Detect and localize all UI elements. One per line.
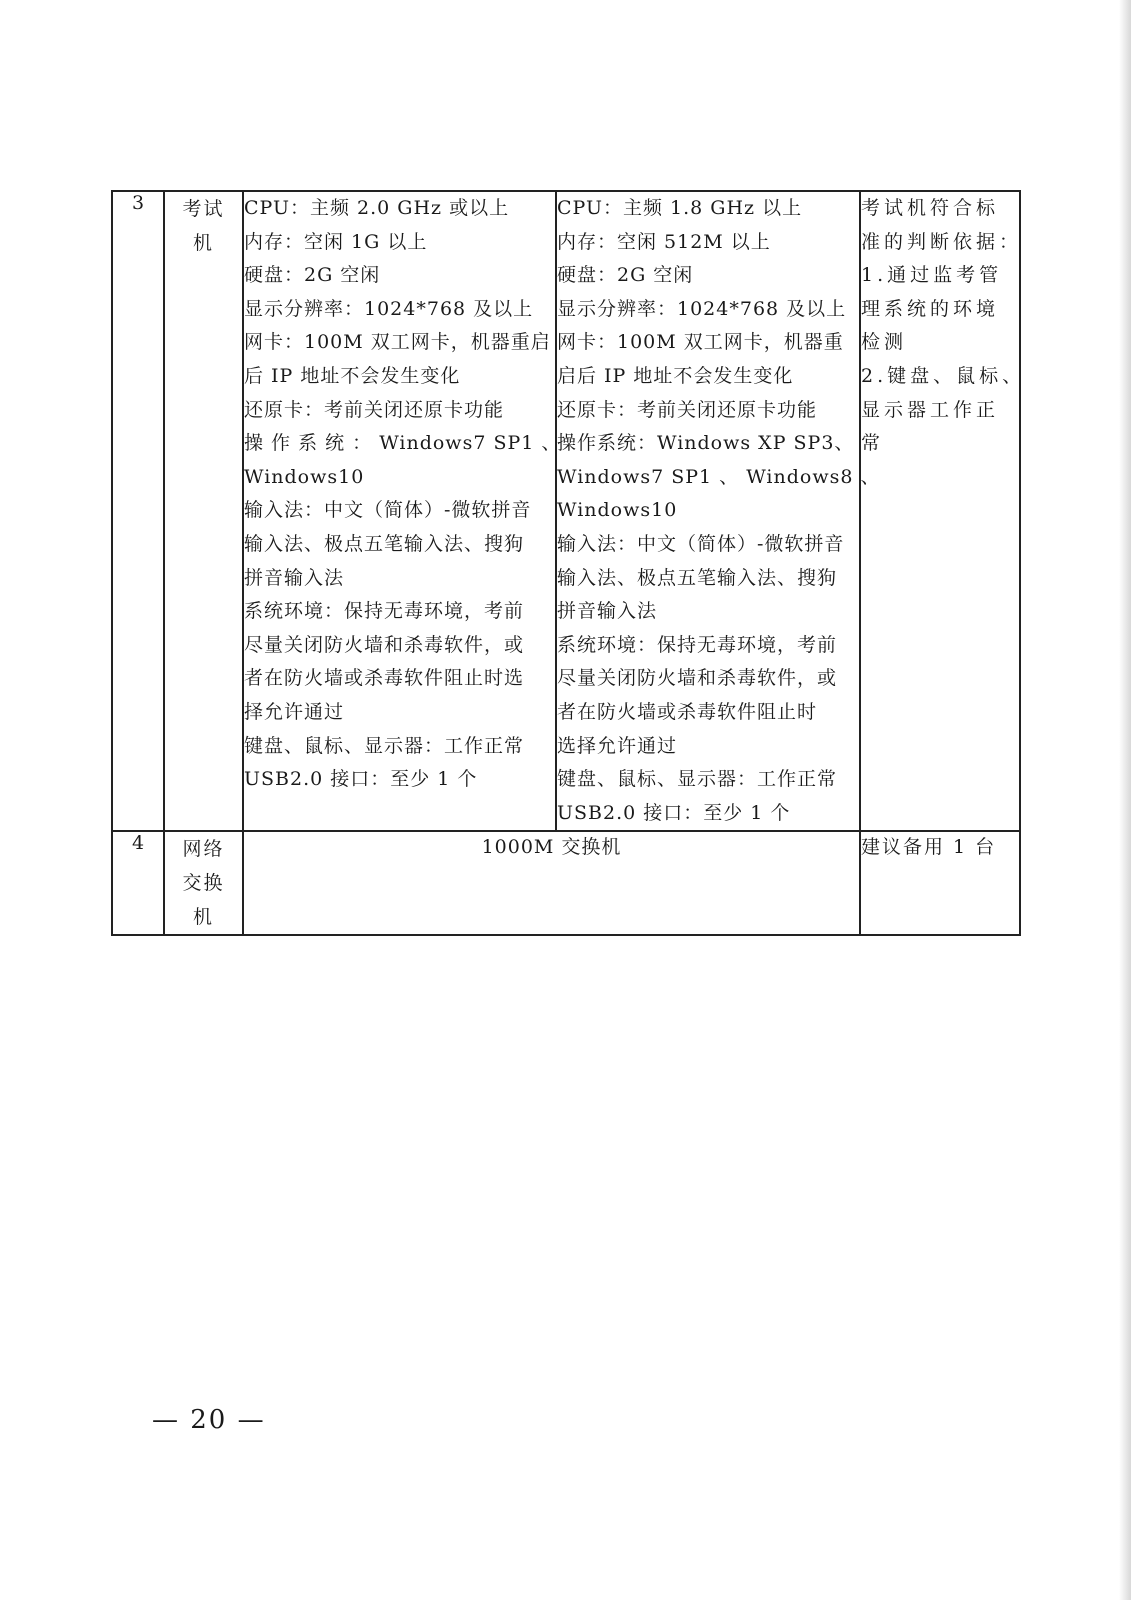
spec-line: 键盘、鼠标、显示器：工作正常 xyxy=(244,734,525,757)
hardware-requirements-table xyxy=(111,190,1026,936)
spec-line: 者在防火墙或杀毒软件阻止时 xyxy=(557,700,818,723)
device-name-line: 交换 xyxy=(182,872,225,895)
table-row-exam-machine xyxy=(112,191,1020,831)
device-name-line: 网络 xyxy=(182,838,225,861)
spec-line: 键盘、鼠标、显示器：工作正常 xyxy=(557,768,838,791)
spec-line: CPU：主频 1.8 GHz 以上 xyxy=(557,197,803,219)
spec-line: 内存：空闲 1G 以上 xyxy=(244,230,428,253)
spec-line: Windows7 SP1 、 Windows8 、 xyxy=(557,465,881,488)
spec-line: 网卡：100M 双工网卡，机器重 xyxy=(557,331,844,354)
spec-line: 系统环境：保持无毒环境，考前 xyxy=(557,633,838,656)
spec-line: 启后 IP 地址不会发生变化 xyxy=(557,364,794,387)
spec-line: 择允许通过 xyxy=(244,700,345,723)
spec-line: 系统环境：保持无毒环境，考前 xyxy=(244,600,525,623)
spec-line: Windows10 xyxy=(557,499,678,522)
spec-line: 内存：空闲 512M 以上 xyxy=(557,230,771,253)
row-number: 4 xyxy=(112,831,164,935)
spec-line: 选择允许通过 xyxy=(557,734,678,757)
row-number: 3 xyxy=(112,191,164,831)
note-line: 准的判断依据： xyxy=(861,230,1023,253)
spec-line: CPU：主频 2.0 GHz 或以上 xyxy=(244,197,510,219)
spec-line: 操作系统：Windows XP SP3、 xyxy=(557,432,855,455)
spec-line: 硬盘：2G 空闲 xyxy=(557,264,694,287)
spec-line: 还原卡：考前关闭还原卡功能 xyxy=(244,398,505,421)
note-line: 2.键盘、鼠标、 xyxy=(861,364,1026,387)
note-line: 1.通过监考管 xyxy=(861,264,1003,287)
spec-line: 输入法：中文（简体）-微软拼音 xyxy=(244,499,532,522)
spec-line: 还原卡：考前关闭还原卡功能 xyxy=(557,398,818,421)
spec-line: Windows10 xyxy=(244,465,365,488)
spec-line: 硬盘：2G 空闲 xyxy=(244,264,381,287)
device-name-line: 机 xyxy=(192,906,214,929)
note-line: 显示器工作正 xyxy=(861,398,1000,421)
note-line: 常 xyxy=(861,432,885,455)
recommended-spec-cell xyxy=(243,191,562,831)
device-name-cell xyxy=(164,191,243,831)
device-name-line: 机 xyxy=(192,232,214,254)
spec-line: 显示分辨率：1024*768 及以上 xyxy=(557,297,847,320)
merged-spec-cell: 1000M 交换机 xyxy=(243,831,860,935)
spec-line: 尽量关闭防火墙和杀毒软件，或 xyxy=(244,633,525,656)
spec-line: 者在防火墙或杀毒软件阻止时选 xyxy=(244,667,525,690)
table-row-network-switch xyxy=(112,831,1020,935)
page-number: — 20 — xyxy=(152,1405,266,1435)
spec-line: 输入法：中文（简体）-微软拼音 xyxy=(557,532,845,555)
note-cell xyxy=(860,191,1026,831)
spec-line: USB2.0 接口：至少 1 个 xyxy=(557,801,791,824)
device-name-line: 考试 xyxy=(182,198,225,220)
spec-line: 拼音输入法 xyxy=(244,566,345,589)
note-line: 考试机符合标 xyxy=(861,197,1000,219)
spec-line: 后 IP 地址不会发生变化 xyxy=(244,364,461,387)
note-line: 理系统的环境 xyxy=(861,297,1000,320)
spec-line: 输入法、极点五笔输入法、搜狗 xyxy=(244,532,525,555)
spec-line: 输入法、极点五笔输入法、搜狗 xyxy=(557,566,838,589)
spec-line: 拼音输入法 xyxy=(557,600,658,623)
spec-line: 操 作 系 统 ： Windows7 SP1 、 xyxy=(244,432,562,455)
page-edge-shadow xyxy=(1119,0,1131,1600)
spec-line: 尽量关闭防火墙和杀毒软件，或 xyxy=(557,667,838,690)
spec-line: USB2.0 接口：至少 1 个 xyxy=(244,768,478,791)
note-line: 检测 xyxy=(861,331,908,354)
note-cell: 建议备用 1 台 xyxy=(860,831,1020,935)
spec-line: 网卡：100M 双工网卡，机器重启 xyxy=(244,331,551,354)
device-name-cell xyxy=(164,831,243,935)
minimum-spec-cell xyxy=(556,191,881,831)
spec-line: 显示分辨率：1024*768 及以上 xyxy=(244,297,534,320)
